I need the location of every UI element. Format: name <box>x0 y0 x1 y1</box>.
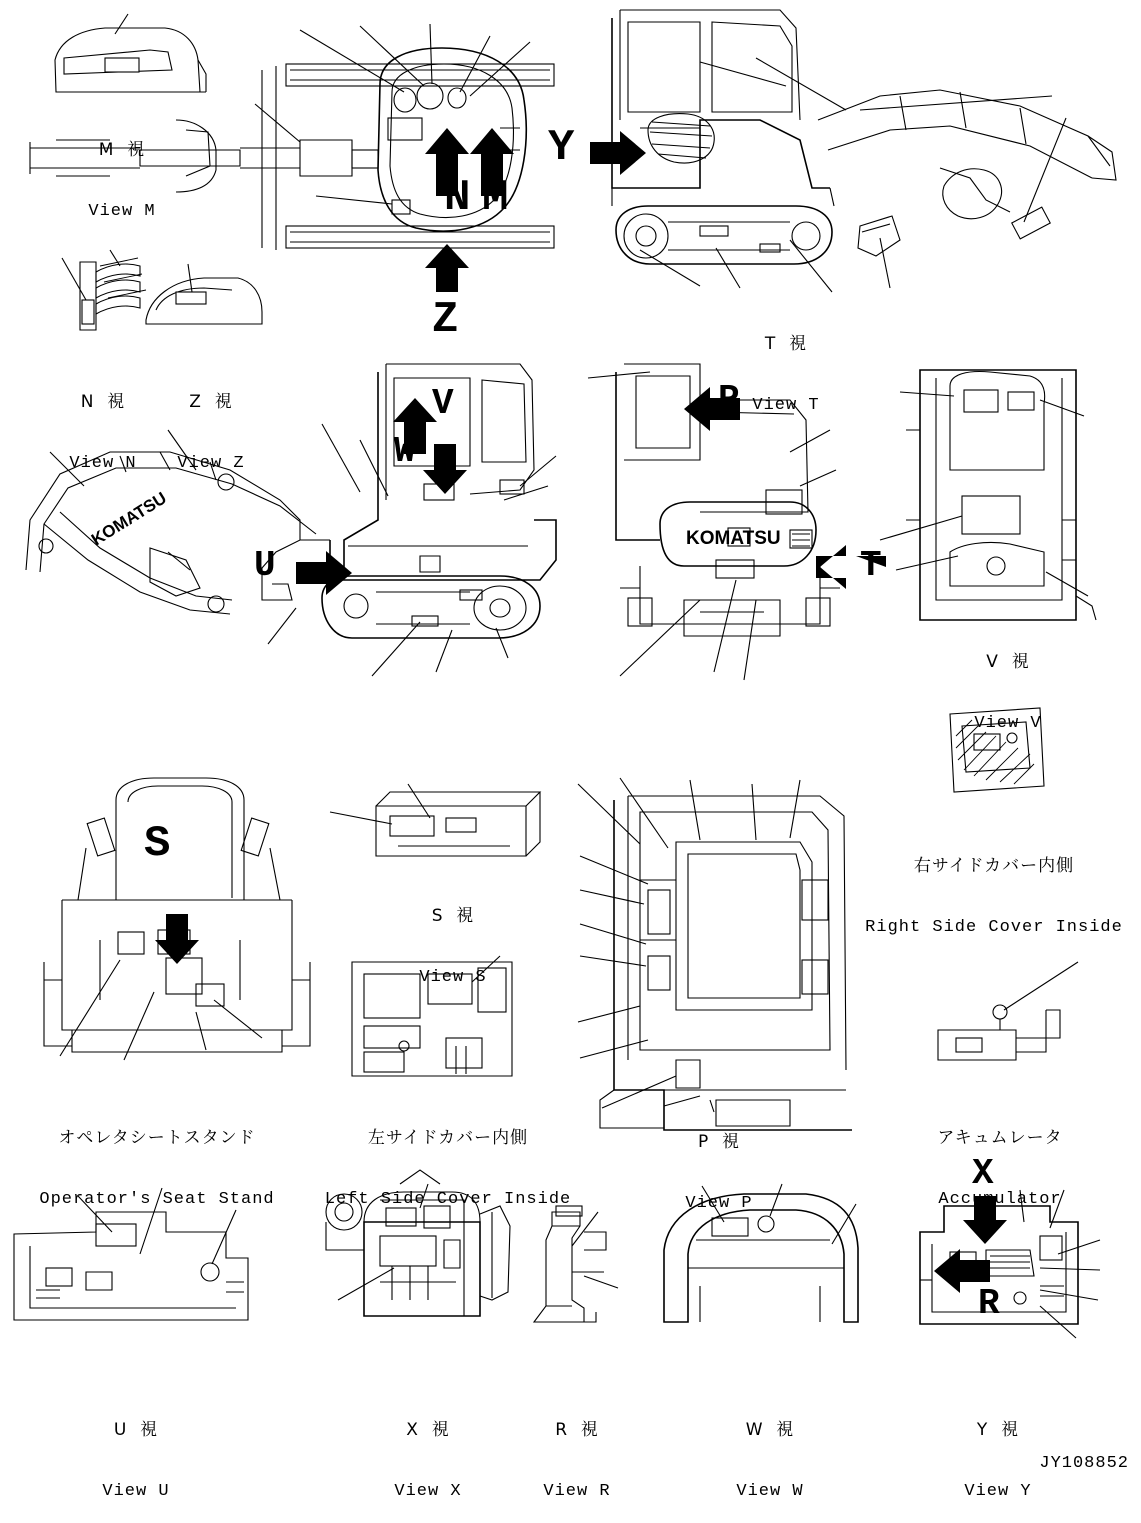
right-side-cover-inside-en: Right Side Cover Inside <box>865 918 1123 938</box>
view-s-detail <box>376 792 540 856</box>
view-z-label-en: View Z <box>177 454 245 474</box>
view-v-label <box>938 612 1078 755</box>
view-v-detail <box>906 370 1096 620</box>
view-r-label-jp: R 視 <box>555 1420 599 1440</box>
view-n-label <box>48 352 158 495</box>
view-m-label <box>62 100 182 243</box>
view-p-detail <box>600 796 852 1130</box>
view-z-detail <box>146 278 262 324</box>
view-z-label <box>156 352 266 495</box>
operators-seat-stand-jp: オペレタシートスタンド <box>58 1128 256 1148</box>
marker-p-letter: P <box>718 379 740 420</box>
view-n-detail <box>80 258 146 330</box>
left-side-cover-inside-en: Left Side Cover Inside <box>324 1190 572 1210</box>
view-x-label-en: View X <box>394 1482 462 1502</box>
view-p-label-jp: P 視 <box>697 1132 741 1152</box>
left-side-cover-inside-label <box>300 1088 596 1231</box>
view-p-label <box>654 1092 784 1235</box>
view-w-label <box>700 1380 840 1523</box>
view-w-label-en: View W <box>736 1482 804 1502</box>
marker-w-letter: W <box>394 431 416 472</box>
view-v-label-jp: V 視 <box>986 652 1030 672</box>
marker-t-letter: T <box>860 545 882 586</box>
view-u-label-en: View U <box>102 1482 170 1502</box>
view-x-label <box>358 1380 498 1523</box>
marker-x-letter: X <box>972 1153 994 1194</box>
marker-s-letter: S <box>144 819 171 869</box>
view-t-label-jp: T 視 <box>764 334 808 354</box>
marker-u-letter: U <box>254 545 276 586</box>
document-id: JY108852 <box>1039 1454 1129 1473</box>
marker-v-letter: V <box>432 383 454 424</box>
view-p-label-en: View P <box>685 1194 753 1214</box>
view-u-label <box>66 1380 206 1523</box>
view-t-label <box>726 294 846 437</box>
view-s-label <box>388 866 518 1009</box>
svg-text:KOMATSU: KOMATSU <box>686 528 781 549</box>
view-r-label-en: View R <box>543 1482 611 1502</box>
accumulator-label <box>900 1088 1100 1231</box>
view-t-label-en: View T <box>752 396 820 416</box>
right-side-cover-inside-jp: 右サイドカバー内側 <box>913 856 1075 876</box>
accumulator-detail <box>938 1005 1060 1060</box>
view-m-detail <box>55 28 206 92</box>
operators-seat-stand-en: Operator's Seat Stand <box>39 1190 275 1210</box>
view-y-label-jp: Y 視 <box>976 1420 1020 1440</box>
view-y-label-en: View Y <box>964 1482 1032 1502</box>
view-v-label-en: View V <box>974 714 1042 734</box>
accumulator-en: Accumulator <box>938 1190 1062 1210</box>
view-y-label <box>928 1380 1068 1523</box>
view-n-label-en: View N <box>69 454 137 474</box>
view-r-label <box>512 1380 642 1523</box>
marker-m-letter: M <box>482 173 509 223</box>
marker-r-letter: R <box>978 1283 1000 1324</box>
view-m-label-en: View M <box>88 202 156 222</box>
marker-z-letter: Z <box>432 295 459 345</box>
view-z-label-jp: Z 視 <box>189 392 233 412</box>
marker-y-letter: Y <box>548 123 575 173</box>
left-side-cover-inside-jp: 左サイドカバー内側 <box>367 1128 529 1148</box>
marker-n-letter: N <box>444 173 471 223</box>
view-u-label-jp: U 視 <box>113 1420 159 1440</box>
view-s-label-jp: S 視 <box>431 906 475 926</box>
view-n-label-jp: N 視 <box>80 392 126 412</box>
view-s-label-en: View S <box>419 968 487 988</box>
side-view-machine-right <box>612 10 1116 264</box>
view-w-label-jp: W 視 <box>745 1420 795 1440</box>
right-side-cover-inside-label <box>848 816 1140 959</box>
view-x-label-jp: X 視 <box>406 1420 450 1440</box>
accumulator-jp: アキュムレータ <box>937 1128 1063 1148</box>
view-m-label-jp: M 視 <box>98 140 146 160</box>
svg-text:KOMATSU: KOMATSU <box>88 488 170 550</box>
operators-seat-stand-label <box>2 1088 312 1231</box>
